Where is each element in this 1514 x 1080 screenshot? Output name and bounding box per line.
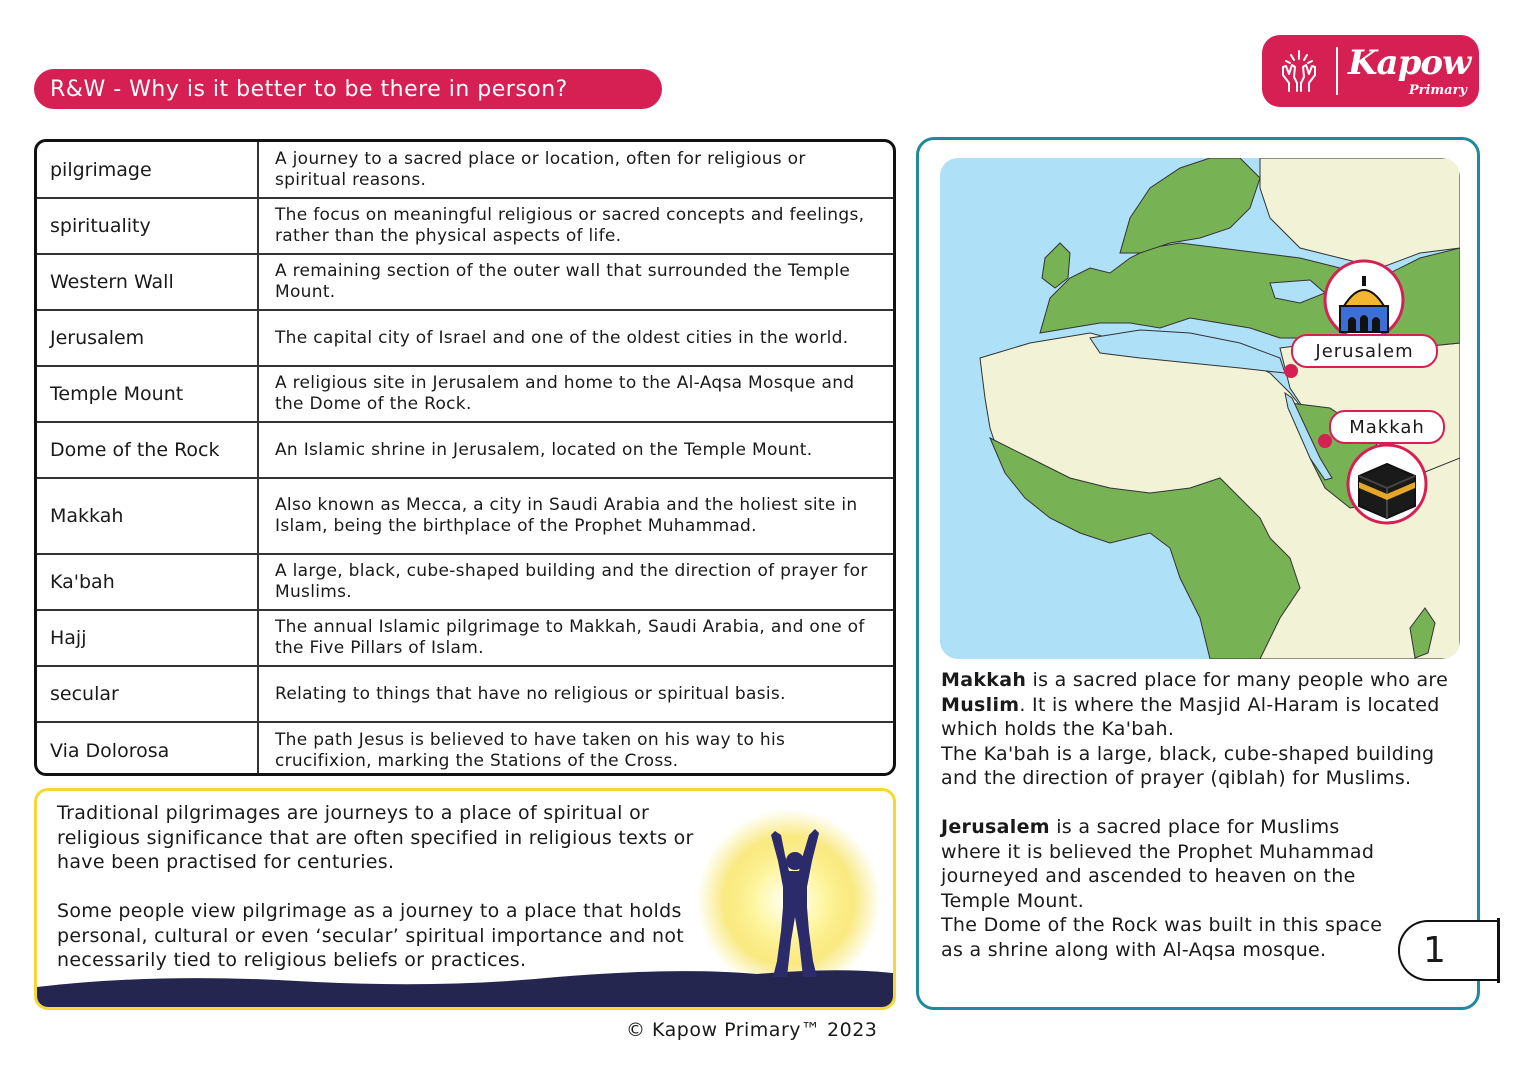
logo-sub: Primary — [1408, 83, 1467, 98]
info-paragraph: Some people view pilgrimage as a journey to a place that holds personal, cultural or even ‘secular’ spiritual importance and not necessarily tied to religious beliefs or practices. — [57, 900, 685, 971]
glossary-term: pilgrimage — [37, 142, 258, 198]
glossary-term: Ka'bah — [37, 554, 258, 610]
table-row — [37, 198, 893, 254]
page-title: R&W - Why is it better to be there in person? — [34, 69, 662, 109]
glossary-definition: The focus on meaningful religious or sacred concepts and feelings, rather than the physical aspects of life. — [258, 198, 893, 254]
table-row — [37, 610, 893, 666]
glossary-definition: The path Jesus is believed to have taken on his way to his crucifixion, marking the Stations of the Cross. — [275, 729, 786, 771]
glossary-definition: Relating to things that have no religious or spiritual basis. — [258, 666, 893, 722]
jerusalem-bold: Jerusalem — [941, 816, 1050, 838]
copyright-footer: © Kapow Primary™ 2023 — [626, 1019, 878, 1041]
map-description: Makkah is a sacred place for many people who are Muslim. It is where the Masjid Al-Haram is located which holds the Ka'bah. The Ka'bah is a large, black, cube-shaped building and the direction of prayer (qiblah) for Muslims. Jerusalem is a sacred place for Muslims where it is believed the Prophet Muhammad journeyed and ascended to heaven on the Temple Mount. The Dome of the Rock was built in this space as a shrine along with Al-Aqsa mosque. — [941, 669, 1449, 961]
table-row — [37, 722, 893, 776]
table-row — [37, 478, 893, 554]
pilgrimage-info-box — [34, 788, 896, 1010]
info-paragraph: Traditional pilgrimages are journeys to a place of spiritual or religious significance that are often specified in religious texts or have been practised for centuries. — [57, 802, 694, 873]
table-row — [37, 422, 893, 478]
glossary-table — [34, 139, 896, 776]
glossary-term: Western Wall — [37, 254, 258, 310]
glossary-term: Hajj — [37, 610, 258, 666]
glossary-term: Via Dolorosa — [37, 722, 258, 776]
muslim-bold: Muslim — [941, 693, 1020, 716]
kabah-icon — [1345, 442, 1429, 526]
kapow-logo — [1262, 35, 1479, 107]
glossary-term: Temple Mount — [37, 366, 258, 422]
hill-silhouette — [37, 970, 893, 1007]
glossary-term: spirituality — [37, 198, 258, 254]
glossary-definition: Also known as Mecca, a city in Saudi Arabia and the holiest site in Islam, being the birthplace of the Prophet Muhammad. — [258, 478, 893, 554]
makkah-pin — [1316, 432, 1334, 450]
makkah-label: Makkah — [1329, 410, 1445, 444]
table-row — [37, 554, 893, 610]
table-row — [37, 366, 893, 422]
logo-word: Kapow — [1348, 43, 1471, 83]
table-row — [37, 666, 893, 722]
makkah-bold: Makkah — [941, 669, 1027, 691]
table-row — [37, 142, 893, 198]
jerusalem-label: Jerusalem — [1291, 334, 1438, 368]
glossary-term: Makkah — [37, 478, 258, 554]
region-map — [940, 158, 1460, 659]
glossary-definition: A remaining section of the outer wall that surrounded the Temple Mount. — [258, 254, 893, 310]
glossary-definition: A large, black, cube-shaped building and the direction of prayer for Muslims. — [258, 554, 893, 610]
glossary-term: Jerusalem — [37, 310, 258, 366]
glossary-definition: The capital city of Israel and one of the oldest cities in the world. — [258, 310, 893, 366]
table-row — [37, 254, 893, 310]
praying-hands-icon — [1262, 35, 1336, 107]
page-number: 1 — [1398, 920, 1499, 981]
glossary-definition: A religious site in Jerusalem and home to the Al-Aqsa Mosque and the Dome of the Rock. — [258, 366, 893, 422]
jerusalem-pin — [1282, 362, 1300, 380]
table-row — [37, 310, 893, 366]
dome-of-the-rock-icon — [1322, 258, 1406, 342]
glossary-definition: A journey to a sacred place or location, often for religious or spiritual reasons. — [258, 142, 893, 198]
glossary-term: secular — [37, 666, 258, 722]
glossary-definition: An Islamic shrine in Jerusalem, located on the Temple Mount. — [258, 422, 893, 478]
glossary-term: Dome of the Rock — [37, 422, 258, 478]
glossary-definition: The annual Islamic pilgrimage to Makkah, Saudi Arabia, and one of the Five Pillars of Islam. — [258, 610, 893, 666]
